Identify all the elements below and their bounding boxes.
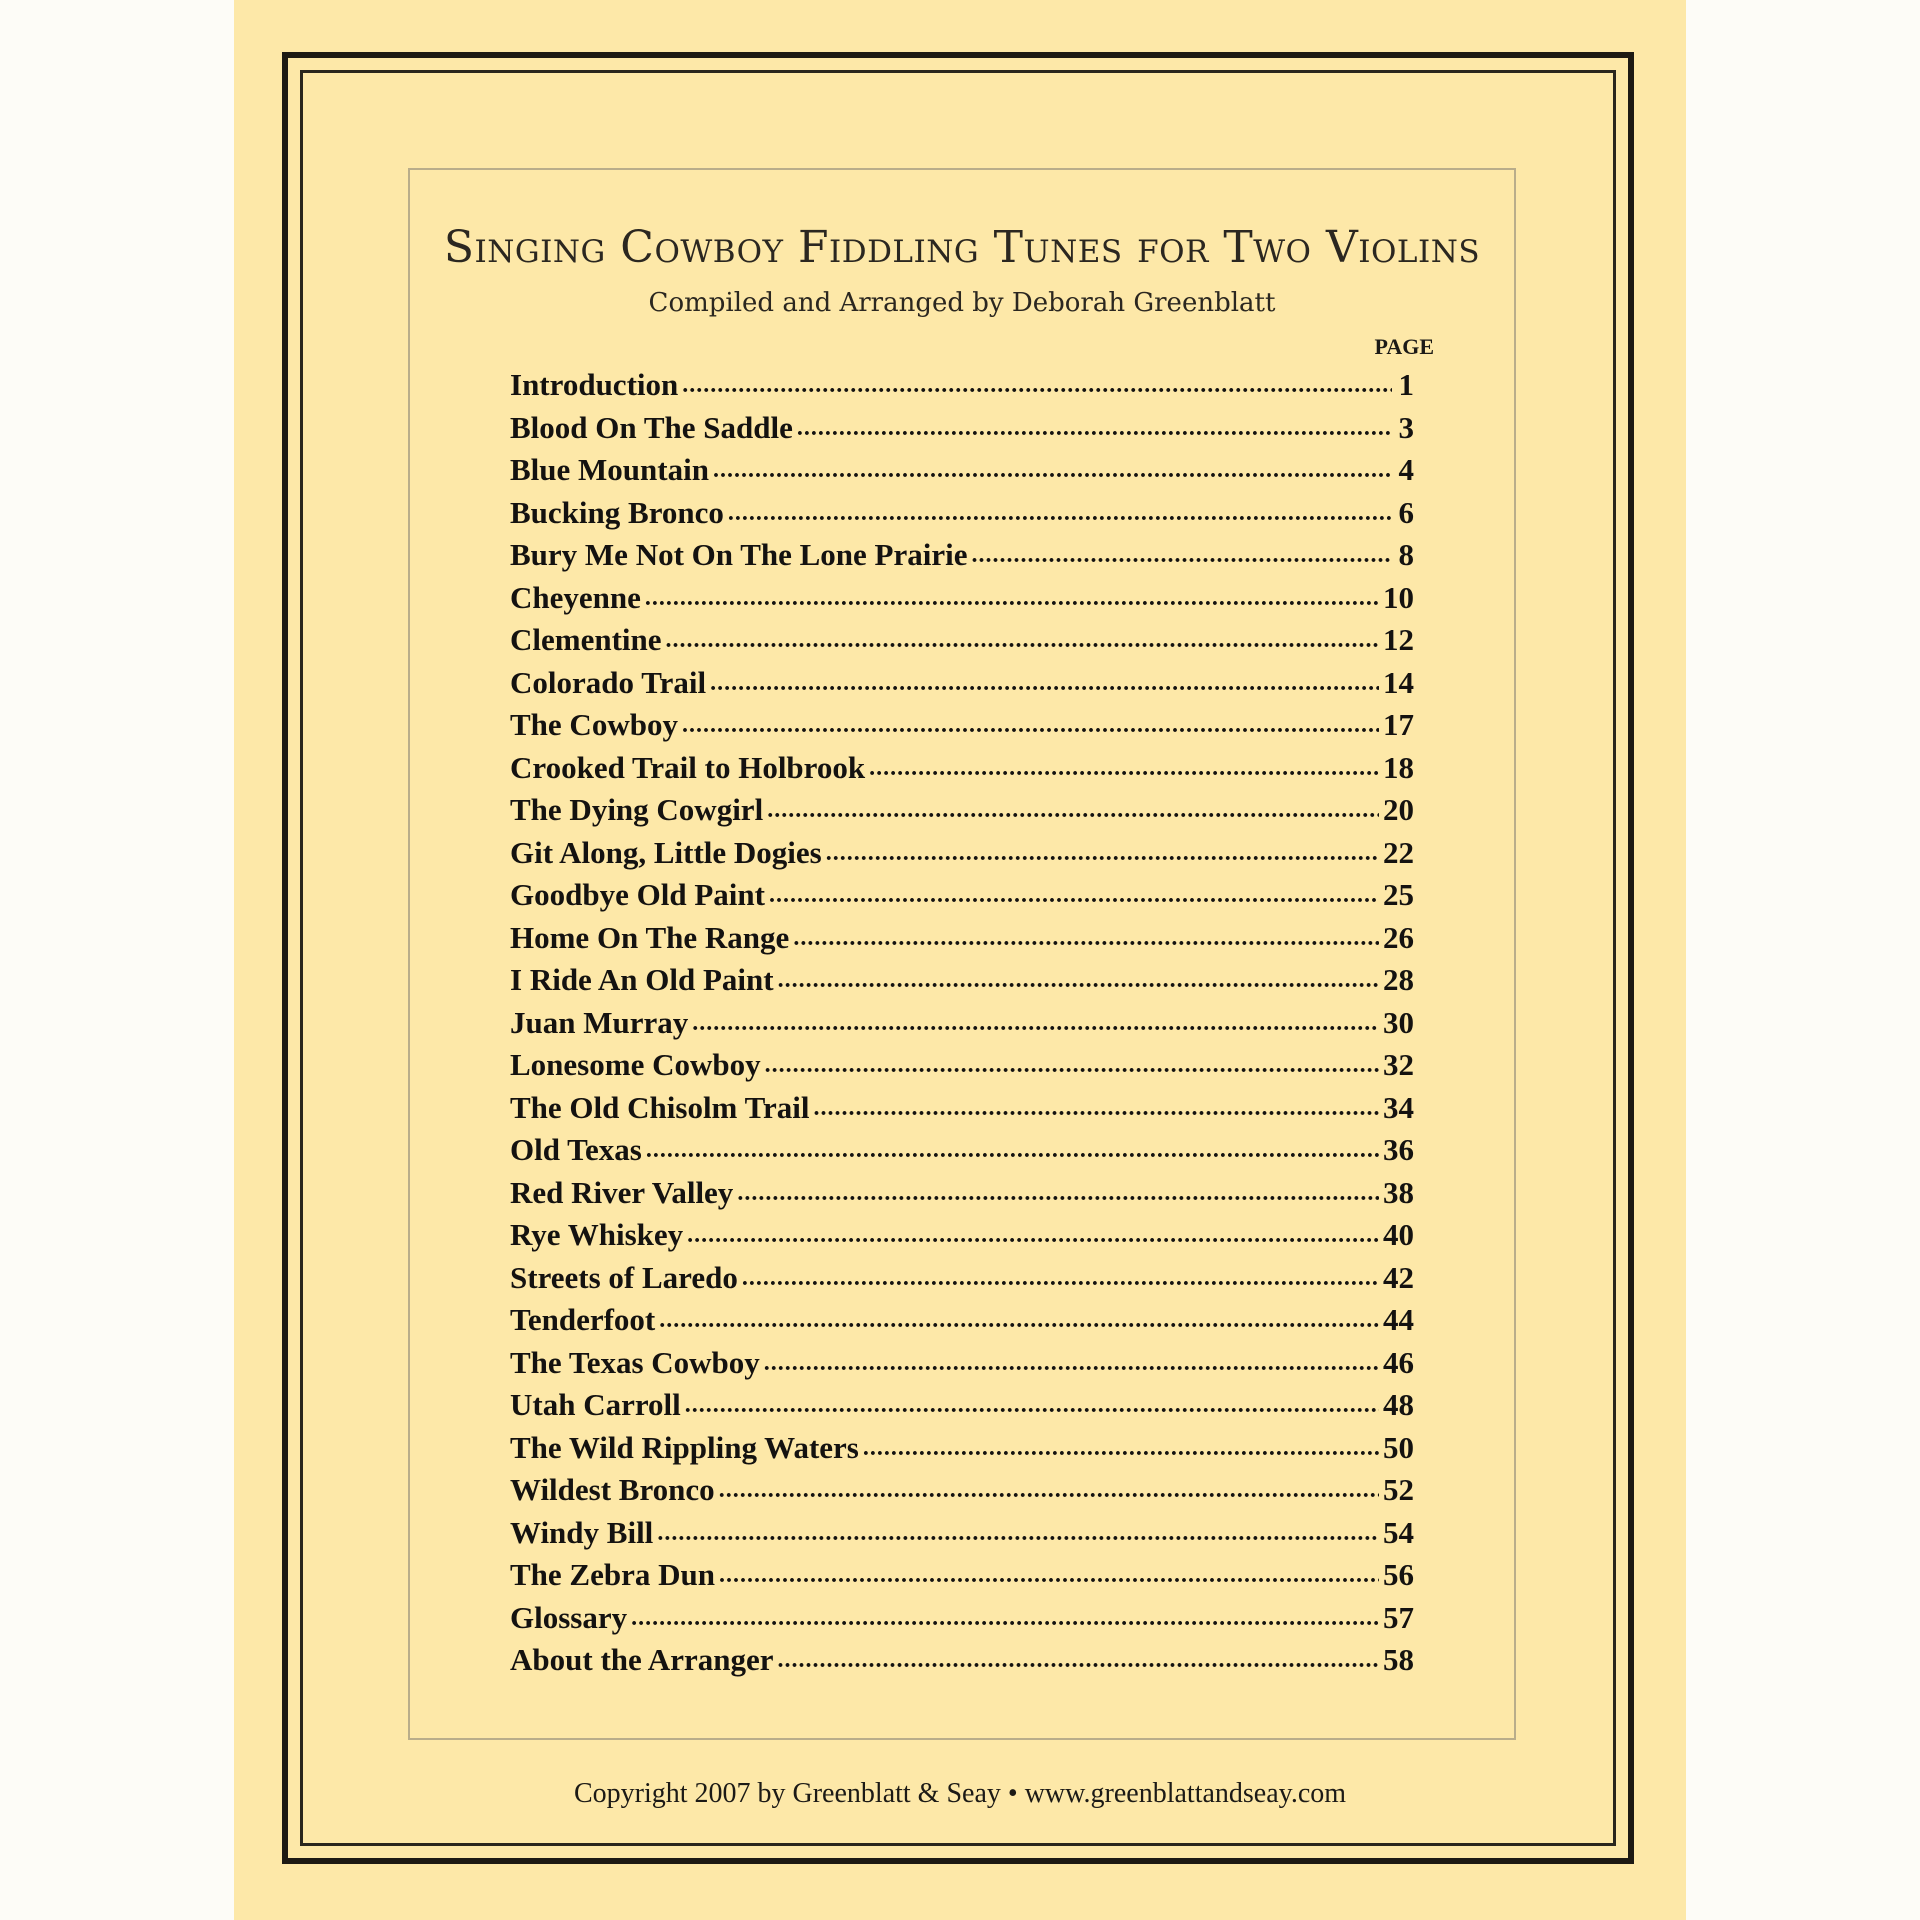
toc-entry-title: Wildest Bronco <box>510 1472 715 1507</box>
toc-entry <box>510 449 1414 492</box>
toc-entry-page-number: 18 <box>1383 749 1414 785</box>
toc-entry-page-number: 28 <box>1383 962 1414 997</box>
toc-entry-page-number: 38 <box>1383 1174 1414 1210</box>
toc-entry-title: Home On The Range <box>510 919 790 955</box>
toc-entry <box>510 1002 1414 1045</box>
toc-entry <box>510 789 1414 832</box>
toc-entry <box>510 364 1414 407</box>
dot-leader <box>767 789 1379 820</box>
toc-entry-title: The Old Chisolm Trail <box>510 1089 810 1125</box>
toc-entry-title: The Texas Cowboy <box>510 1344 760 1380</box>
toc-entry <box>510 1044 1414 1087</box>
toc-entry-page-number: 44 <box>1383 1302 1414 1337</box>
toc-entry-page-number: 57 <box>1383 1599 1414 1635</box>
document-page <box>234 0 1686 1920</box>
dot-leader <box>728 492 1392 523</box>
toc-entry-title: Git Along, Little Dogies <box>510 834 822 870</box>
toc-entry-title: Blood On The Saddle <box>510 409 793 445</box>
toc-entry <box>510 959 1414 1002</box>
dot-leader <box>710 662 1379 693</box>
dot-leader <box>972 534 1393 565</box>
toc-entry-page-number: 48 <box>1383 1387 1414 1422</box>
toc-entry-title: The Wild Rippling Waters <box>510 1429 859 1465</box>
table-of-contents-box <box>408 168 1516 1740</box>
toc-entry <box>510 832 1414 875</box>
dot-leader <box>869 747 1379 778</box>
dot-leader <box>687 1214 1379 1245</box>
toc-entry <box>510 1469 1414 1512</box>
toc-entry-page-number: 20 <box>1383 792 1414 827</box>
toc-entry <box>510 577 1414 620</box>
toc-entry-title: Bucking Bronco <box>510 494 724 530</box>
toc-entry <box>510 874 1414 917</box>
dot-leader <box>666 619 1379 650</box>
toc-entry-page-number: 52 <box>1383 1472 1414 1507</box>
toc-entry-title: Rye Whiskey <box>510 1217 684 1252</box>
toc-entry-page-number: 36 <box>1383 1132 1414 1167</box>
dot-leader <box>742 1257 1379 1288</box>
toc-entry-page-number: 46 <box>1383 1344 1414 1380</box>
toc-entry <box>510 1172 1414 1215</box>
dot-leader <box>863 1427 1379 1458</box>
toc-entry <box>510 1214 1414 1257</box>
toc-entry-page-number: 4 <box>1398 452 1414 487</box>
dot-leader <box>682 364 1392 395</box>
toc-entry <box>510 1299 1414 1342</box>
dot-leader <box>719 1469 1379 1500</box>
dot-leader <box>685 1384 1379 1415</box>
toc-entry <box>510 1512 1414 1555</box>
dot-leader <box>769 874 1379 905</box>
toc-entry <box>510 1639 1414 1682</box>
toc-entry <box>510 747 1414 790</box>
toc-entry-title: The Dying Cowgirl <box>510 792 764 827</box>
toc-entry-page-number: 8 <box>1398 537 1414 572</box>
toc-entry-title: Red River Valley <box>510 1174 734 1210</box>
toc-entry-title: The Cowboy <box>510 707 678 742</box>
dot-leader <box>793 917 1379 948</box>
toc-entry <box>510 1427 1414 1470</box>
dot-leader <box>631 1597 1379 1628</box>
toc-entry-title: Streets of Laredo <box>510 1259 738 1295</box>
toc-entry <box>510 1342 1414 1385</box>
book-title: Singing Cowboy Fiddling Tunes for Two Violins <box>443 222 1481 273</box>
dot-leader <box>765 1044 1379 1075</box>
dot-leader <box>713 449 1392 480</box>
toc-entry-title: Tenderfoot <box>510 1302 656 1337</box>
toc-entry-title: Goodbye Old Paint <box>510 877 765 912</box>
toc-entry-page-number: 6 <box>1398 494 1414 530</box>
toc-entry-title: Old Texas <box>510 1132 642 1167</box>
book-subtitle: Compiled and Arranged by Deborah Greenblatt <box>648 288 1276 318</box>
toc-entry-title: Lonesome Cowboy <box>510 1047 761 1082</box>
toc-entry <box>510 1087 1414 1130</box>
toc-entry-title: About the Arranger <box>510 1642 774 1677</box>
toc-entry <box>510 1597 1414 1640</box>
dot-leader <box>719 1554 1379 1585</box>
toc-entry-title: Windy Bill <box>510 1514 654 1550</box>
toc-entry-page-number: 14 <box>1383 664 1414 700</box>
dot-leader <box>797 407 1392 438</box>
toc-entry-title: Bury Me Not On The Lone Prairie <box>510 537 968 572</box>
toc-entry-title: Utah Carroll <box>510 1387 681 1422</box>
toc-entry <box>510 1554 1414 1597</box>
toc-entry-page-number: 56 <box>1383 1557 1414 1592</box>
toc-entry-page-number: 25 <box>1383 877 1414 912</box>
toc-entry <box>510 1384 1414 1427</box>
toc-entry <box>510 917 1414 960</box>
toc-entry-page-number: 3 <box>1398 409 1414 445</box>
toc-entry-page-number: 40 <box>1383 1217 1414 1252</box>
dot-leader <box>764 1342 1379 1373</box>
toc-entry-page-number: 22 <box>1383 834 1414 870</box>
dot-leader <box>646 1129 1379 1160</box>
dot-leader <box>737 1172 1379 1203</box>
dot-leader <box>659 1299 1379 1330</box>
toc-entry-page-number: 17 <box>1383 707 1414 742</box>
dot-leader <box>826 832 1379 863</box>
toc-entry-page-number: 50 <box>1383 1429 1414 1465</box>
dot-leader <box>777 1639 1379 1670</box>
toc-entry-title: Clementine <box>510 622 662 657</box>
toc-entry-page-number: 10 <box>1383 579 1414 615</box>
toc-entry-title: Colorado Trail <box>510 664 707 700</box>
toc-entry <box>510 492 1414 535</box>
dot-leader <box>645 577 1379 608</box>
toc-entry-title: Cheyenne <box>510 579 641 615</box>
dot-leader <box>692 1002 1379 1033</box>
toc-entry <box>510 407 1414 450</box>
toc-entry <box>510 534 1414 577</box>
dot-leader <box>682 704 1379 735</box>
toc-entry-title: Introduction <box>510 367 679 402</box>
toc-entry-page-number: 26 <box>1383 919 1414 955</box>
page-column-label: PAGE <box>1374 334 1434 359</box>
toc-list <box>510 364 1414 1682</box>
toc-entry-title: Blue Mountain <box>510 452 709 487</box>
copyright-notice: Copyright 2007 by Greenblatt & Seay • www.greenblattandseay.com <box>573 1778 1347 1809</box>
toc-entry <box>510 704 1414 747</box>
dot-leader <box>657 1512 1379 1543</box>
toc-entry <box>510 662 1414 705</box>
toc-entry-page-number: 32 <box>1383 1047 1414 1082</box>
toc-entry-title: The Zebra Dun <box>510 1557 715 1592</box>
toc-entry-page-number: 1 <box>1398 367 1414 402</box>
dot-leader <box>813 1087 1379 1118</box>
toc-entry-page-number: 54 <box>1383 1514 1414 1550</box>
toc-entry-page-number: 12 <box>1383 622 1414 657</box>
toc-entry-title: Crooked Trail to Holbrook <box>510 749 866 785</box>
toc-entry-page-number: 42 <box>1383 1259 1414 1295</box>
toc-entry-title: Glossary <box>510 1599 628 1635</box>
toc-entry-page-number: 58 <box>1383 1642 1414 1677</box>
toc-entry-title: Juan Murray <box>510 1004 689 1040</box>
dot-leader <box>778 959 1379 990</box>
toc-entry <box>510 1257 1414 1300</box>
toc-entry <box>510 619 1414 662</box>
toc-entry-page-number: 30 <box>1383 1004 1414 1040</box>
toc-entry-page-number: 34 <box>1383 1089 1414 1125</box>
toc-entry <box>510 1129 1414 1172</box>
toc-entry-title: I Ride An Old Paint <box>510 962 774 997</box>
